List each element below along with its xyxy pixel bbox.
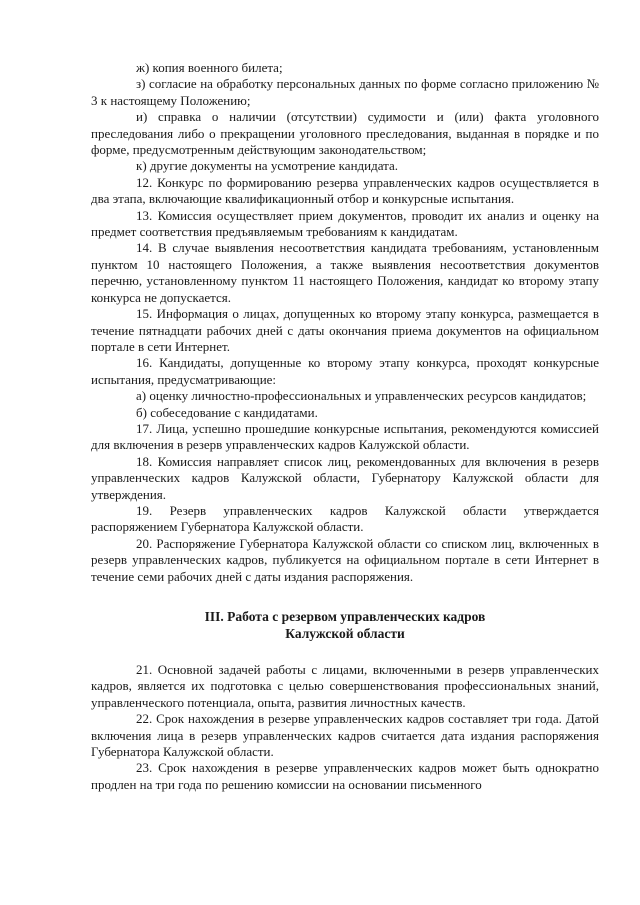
section-heading-line-2: Калужской области <box>285 626 405 641</box>
clause-22: 22. Срок нахождения в резерве управленческих кадров составляет три года. Датой включения лица в резерв управленческих кадров считается дата издания распоряжения Губернатора Калужской области. <box>91 711 599 760</box>
clause-21: 21. Основной задачей работы с лицами, включенными в резерв управленческих кадров, является их подготовка с целью совершенствования профессиональных знаний, управленческого потенциала, опыта, развития личностных качеств. <box>91 662 599 710</box>
item-a: а) оценку личностно-профессиональных и управленческих ресурсов кандидатов; <box>136 388 587 404</box>
clause-12: 12. Конкурс по формированию резерва управленческих кадров осуществляется в два этапа, включающие квалификационный отбор и конкурсные испытания. <box>91 174 599 207</box>
document-body <box>91 60 599 793</box>
item-k: к) другие документы на усмотрение кандидата. <box>136 158 399 174</box>
clause-20: 20. Распоряжение Губернатора Калужской области со списком лиц, включенных в резерв управленческих кадров, публикуется на официальном портале в сети Интернет в течение семи рабочих дней с даты издания распоряжения. <box>91 535 599 584</box>
item-zh: ж) копия военного билета; <box>136 60 283 75</box>
clause-19: 19. Резерв управленческих кадров Калужской области утверждается распоряжением Губернатора Калужской области. <box>91 502 599 535</box>
clause-15: 15. Информация о лицах, допущенных ко второму этапу конкурса, размещается в течение пятнадцати рабочих дней с даты окончания приема документов на официальном портале в сети Интернет. <box>91 306 599 354</box>
section-heading-line-1: III. Работа с резервом управленческих кадров <box>204 609 486 624</box>
item-z: з) согласие на обработку персональных данных по форме согласно приложению № 3 к настоящему Положению; <box>91 76 599 108</box>
section-heading <box>91 608 599 642</box>
clause-23: 23. Срок нахождения в резерве управленческих кадров может быть однократно продлен на три года по решению комиссии на основании письменного <box>91 760 599 792</box>
clause-18: 18. Комиссия направляет список лиц, рекомендованных для включения в резерв управленческих кадров Калужской области, Губернатору Калужской области для утверждения. <box>91 453 599 502</box>
item-b: б) собеседование с кандидатами. <box>136 404 318 420</box>
clause-13: 13. Комиссия осуществляет прием документов, проводит их анализ и оценку на предмет соответствия предъявляемым требованиям к кандидатам. <box>91 207 599 240</box>
item-i: и) справка о наличии (отсутствии) судимости и (или) факта уголовного преследования либо о прекращении уголовного преследования, выданная в порядке и по форме, предусмотренным действующим законодательством; <box>91 109 599 158</box>
clause-16: 16. Кандидаты, допущенные ко второму этапу конкурса, проходят конкурсные испытания, предусматривающие: <box>91 355 599 387</box>
clause-17: 17. Лица, успешно прошедшие конкурсные испытания, рекомендуются комиссией для включения в резерв управленческих кадров Калужской области. <box>91 420 599 453</box>
clause-14: 14. В случае выявления несоответствия кандидата требованиям, установленным пунктом 10 настоящего Положения, а также выявления несоответствия документов перечню, установленному пунктом 11 настоящего Положения, кандидат ко второму этапу конкурса не допускается. <box>91 240 599 305</box>
